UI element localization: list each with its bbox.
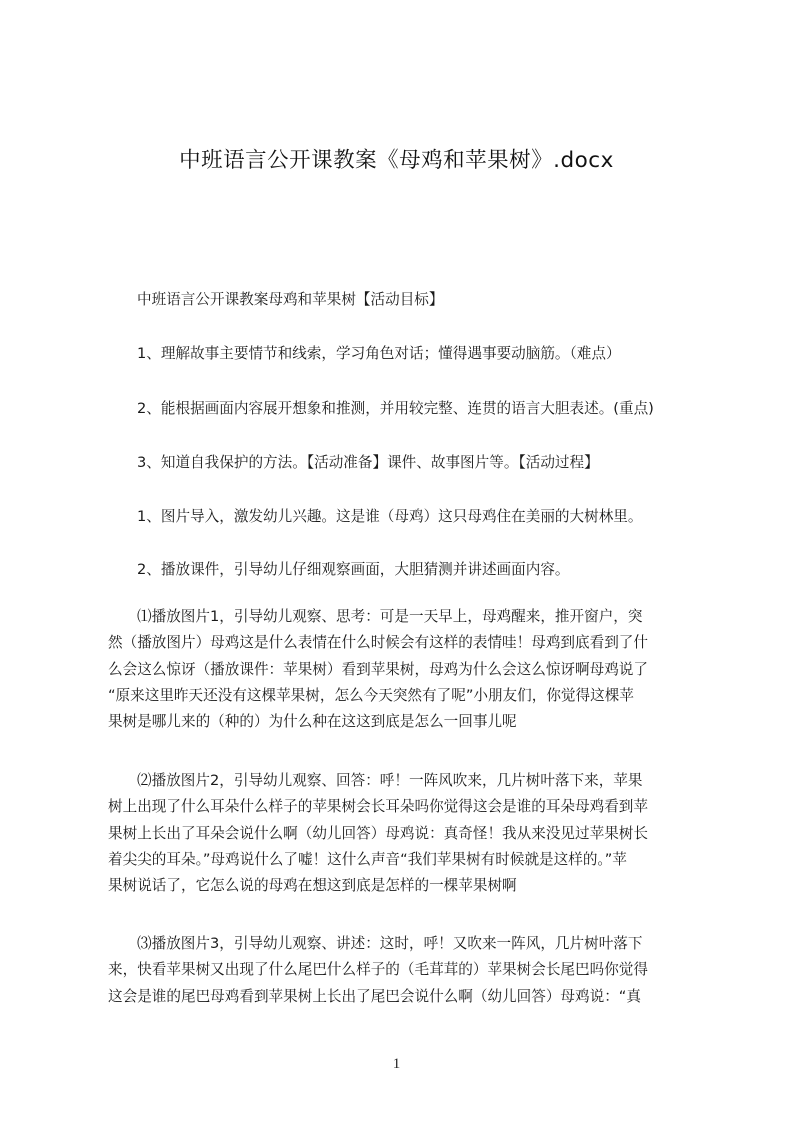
text-line-goal-3: 3、知道自我保护的方法。【活动准备】课件、故事图片等。【活动过程】 [137, 454, 599, 471]
paragraph-line: 果树上长出了耳朵会说什么啊（幼儿回答）母鸡说：真奇怪！我从来没见过苹果树长 [108, 824, 648, 842]
page-number: 1 [392, 1056, 401, 1072]
paragraph-picture-1 [108, 604, 708, 735]
paragraph-picture-3 [108, 931, 708, 1010]
text-line-process-2: 2、播放课件，引导幼儿仔细观察画面，大胆猜测并讲述画面内容。 [137, 561, 570, 578]
paragraph-line: “原来这里昨天还没有这棵苹果树，怎么今天突然有了呢”小朋友们，你觉得这棵苹 [108, 686, 634, 704]
paragraph-line: 来，快看苹果树又出现了什么尾巴什么样子的（毛茸茸的）苹果树会长尾巴吗你觉得 [108, 961, 648, 979]
paragraph-line: 果树是哪儿来的（种的）为什么种在这这到底是怎么一回事儿呢 [108, 713, 517, 731]
text-line-process-1: 1、图片导入，激发幼儿兴趣。这是谁（母鸡）这只母鸡住在美丽的大树林里。 [137, 508, 643, 525]
text-line-goal-1: 1、理解故事主要情节和线索，学习角色对话；懂得遇事要动脑筋。（难点） [137, 345, 621, 362]
text-line-activity-goals: 中班语言公开课教案母鸡和苹果树【活动目标】 [137, 291, 444, 308]
paragraph-line: 么会这么惊讶（播放课件：苹果树）看到苹果树，母鸡为什么会这么惊讶啊母鸡说了 [108, 660, 648, 678]
paragraph-line: ⑶播放图片3，引导幼儿观察、讲述：这时，呼！又吹来一阵风，几片树叶落下 [137, 935, 643, 952]
document-title: 中班语言公开课教案《母鸡和苹果树》.docx [179, 148, 614, 173]
paragraph-line: 着尖尖的耳朵。”母鸡说什么了嘘！这什么声音“我们苹果树有时候就是这样的。”苹 [108, 850, 627, 868]
paragraph-line: 这会是谁的尾巴母鸡看到苹果树上长出了尾巴会说什么啊（幼儿回答）母鸡说：“真 [108, 987, 641, 1005]
paragraph-line: ⑵播放图片2，引导幼儿观察、回答：呼！一阵风吹来，几片树叶落下来，苹果 [137, 772, 643, 789]
paragraph-line: 果树说话了，它怎么说的母鸡在想这到底是怎样的一棵苹果树啊 [108, 877, 517, 895]
paragraph-line: ⑴播放图片1，引导幼儿观察、思考：可是一天早上，母鸡醒来，推开窗户，突 [137, 608, 643, 625]
paragraph-picture-2 [108, 768, 708, 899]
text-line-goal-2: 2、能根据画面内容展开想象和推测，并用较完整、连贯的语言大胆表述。(重点) [137, 400, 654, 417]
paragraph-line: 树上出现了什么耳朵什么样子的苹果树会长耳朵吗你觉得这会是谁的耳朵母鸡看到苹 [108, 798, 648, 816]
paragraph-line: 然（播放图片）母鸡这是什么表情在什么时候会有这样的表情哇！母鸡到底看到了什 [108, 634, 648, 652]
